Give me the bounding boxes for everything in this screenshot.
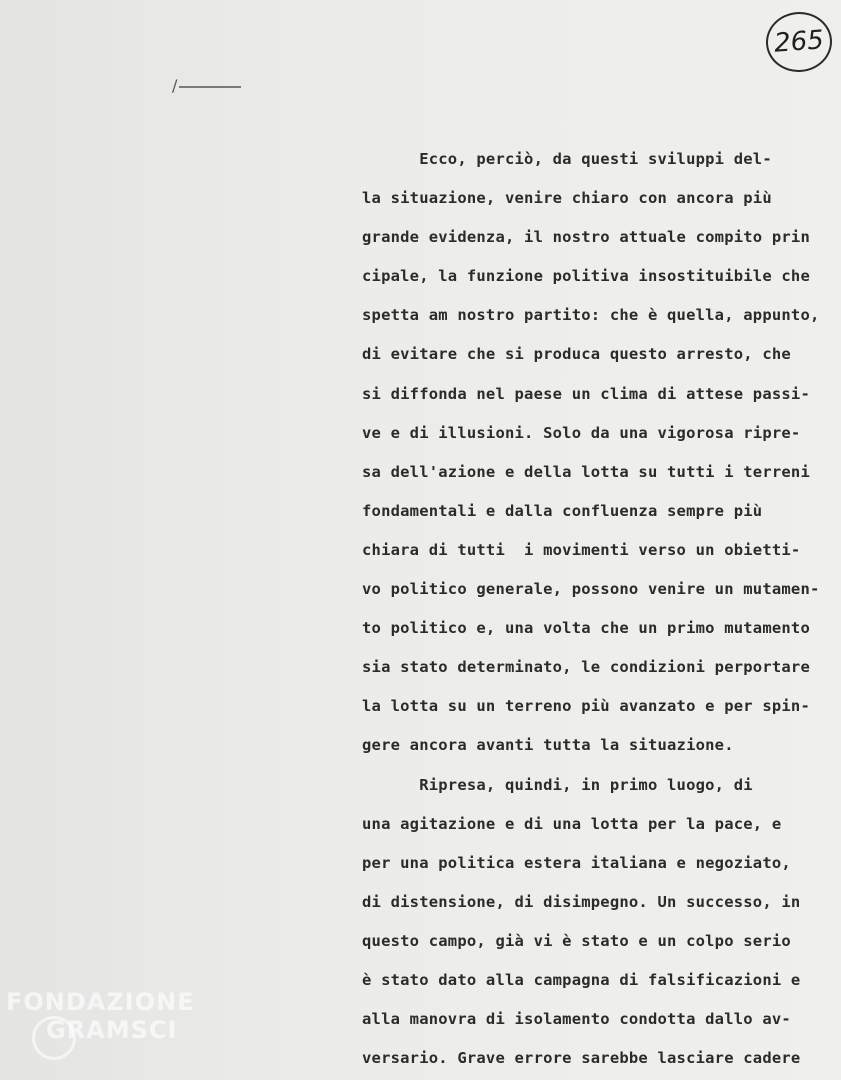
- text-line: chiara di tutti i movimenti verso un obietti-: [362, 540, 801, 559]
- margin-rule: [179, 86, 241, 88]
- text-line: una agitazione e di una lotta per la pace, e: [362, 814, 782, 833]
- text-line: vo politico generale, possono venire un mutamen-: [362, 580, 820, 599]
- text-line: Ripresa, quindi, in primo luogo, di: [362, 775, 753, 794]
- text-line: sa dell'azione e della lotta su tutti i terreni: [362, 462, 810, 481]
- text-line: versario. Grave errore sarebbe lasciare cadere: [362, 1049, 801, 1068]
- text-line: si diffonda nel paese un clima di attese passi-: [362, 384, 810, 403]
- watermark-line-2: GRAMSCI: [46, 1016, 178, 1044]
- text-line: la lotta su un terreno più avanzato e per spin-: [362, 697, 810, 716]
- watermark-line-1: FONDAZIONE: [6, 988, 195, 1016]
- margin-mark-glyph: /: [172, 76, 178, 95]
- text-line: fondamentali e dalla confluenza sempre più: [362, 501, 763, 520]
- text-line: la situazione, venire chiaro con ancora più: [362, 189, 772, 208]
- text-line: Ecco, perciò, da questi sviluppi del-: [362, 150, 772, 168]
- page-number-stamp: [764, 10, 834, 74]
- text-line: sia stato determinato, le condizioni perportare: [362, 658, 810, 677]
- watermark-logo-icon: [32, 1016, 76, 1060]
- page-number: 265: [773, 25, 825, 59]
- text-line: per una politica estera italiana e negoziato,: [362, 853, 791, 872]
- text-line: grande evidenza, il nostro attuale compito prin: [362, 228, 810, 247]
- text-line: to politico e, una volta che un primo mutamento: [362, 619, 810, 638]
- text-line: gere ancora avanti tutta la situazione.: [362, 736, 734, 755]
- text-line: di distensione, di disimpegno. Un successo, in: [362, 892, 801, 911]
- text-line: di evitare che si produca questo arresto, che: [362, 345, 791, 364]
- text-line: spetta am nostro partito: che è quella, appunto,: [362, 306, 820, 325]
- text-line: alla manovra di isolamento condotta dallo av-: [362, 1010, 791, 1029]
- text-line: è stato dato alla campagna di falsificazioni e: [362, 970, 801, 989]
- text-line: questo campo, già vi è stato e un colpo serio: [362, 931, 791, 950]
- text-line: cipale, la funzione politiva insostituibile che: [362, 267, 810, 286]
- margin-mark: [172, 76, 241, 95]
- typewritten-text: [362, 140, 838, 1078]
- text-line: ve e di illusioni. Solo da una vigorosa ripre-: [362, 423, 801, 442]
